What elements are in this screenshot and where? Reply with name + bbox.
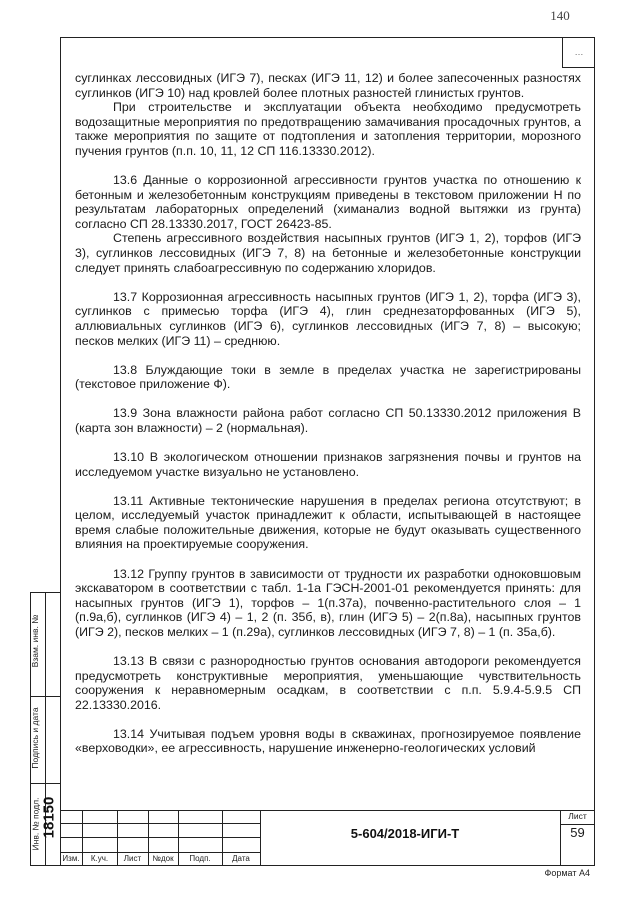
header-data: Дата — [232, 854, 250, 863]
header-izm: Изм. — [62, 854, 80, 863]
sheet-number: 59 — [570, 825, 585, 840]
page-number: 140 — [550, 8, 570, 23]
header-podp: Подп. — [189, 854, 211, 863]
format-label: Формат А4 — [544, 868, 590, 878]
paragraph-p3: 13.6 Данные о коррозионной агрессивности грунтов участка по отношению к бетонным и железобетонным конструкциям приведены в текстовом приложении Н по результатам лабораторных определений (химанализ водной вытяжки из грунта) согласно СП 28.13330.2017, ГОСТ 26423-85. — [75, 173, 581, 231]
paragraph-p7: 13.9 Зона влажности района работ согласно СП 50.13330.2012 приложения В (карта зон влажности) – 2 (нормальная). — [75, 406, 581, 435]
paragraph-gap — [75, 348, 581, 363]
paragraph-p2: При строительстве и эксплуатации объекта необходимо предусмотреть водозащитные мероприятия по предотвращению замачивания просадочных грунтов, а также мероприятия по защите от подтопления и затопления территории, морозного пучения грунтов (п.п. 10, 11, 12 СП 116.13330.2012). — [75, 100, 581, 158]
inv-number: 18150 — [40, 796, 58, 839]
paragraph-p5: 13.7 Коррозионная агрессивность насыпных грунтов (ИГЭ 1, 2), торфа (ИГЭ 3), суглинков с примесью торфа (ИГЭ 4), глин среднезаторфованных (ИГЭ 5), аллювиальных суглинков (ИГЭ 6), суглинков лессовидных (ИГЭ 7, 8) – высокую; песков мелких (ИГЭ 11) – среднюю. — [75, 289, 581, 348]
header-list: Лист — [123, 854, 142, 863]
document-text — [75, 71, 581, 756]
side-stamp — [30, 592, 60, 866]
header-kuch: К.уч. — [90, 854, 109, 863]
paragraph-gap — [75, 712, 581, 727]
sheet-caption: Лист — [568, 811, 587, 821]
paragraph-p11: 13.13 В связи с разнородностью грунтов основания автодороги рекомендуется предусмотреть конструктивные мероприятия, уменьшающие чувствительность сооружения к неравномерным осадкам, в соответствии с п.п. 5.9.4-5.9.5 СП 22.13330.2016. — [75, 654, 581, 712]
paragraph-p12: 13.14 Учитывая подъем уровня воды в скважинах, прогнозируемое появление «верховодки», ее агрессивность, нарушение инженерно-геологических условий — [75, 726, 581, 756]
paragraph-p8: 13.10 В экологическом отношении признаков загрязнения почвы и грунтов на исследуемом участке визуально не установлено. — [75, 449, 581, 479]
paragraph-p4: Степень агрессивного воздействия насыпных грунтов (ИГЭ 1, 2), торфов (ИГЭ 3), суглинков лессовидных (ИГЭ 7, 8) на бетонные и железобетонные конструкции следует принять слабоагрессивную по содержанию хлоридов. — [75, 231, 581, 275]
header-ndok: №док — [152, 854, 174, 863]
paragraph-gap — [75, 275, 581, 290]
paragraph-gap — [75, 392, 581, 407]
paragraph-p6: 13.8 Блуждающие токи в земле в пределах участка не зарегистрированы (текстовое приложение Ф). — [75, 362, 581, 392]
paragraph-gap — [75, 435, 581, 450]
paragraph-p10: 13.12 Группу грунтов в зависимости от трудности их разработки одноковшовым экскаватором в соответствии с табл. 1-1а ГЭСН-2001-01 рекомендуется принять: для насыпных грунтов (ИГЭ 1), торфов – 1(п.37а), почвенно-растительного слоя – 1 (п.9а,б), суглинков (ИГЭ 4) – 1, 2 (п. 35б, в), глин (ИГЭ 5) – 2(п.8а), насыпных грунтов (ИГЭ 2), песков мелких – 1 (п.29а), суглинков лессовидных (ИГЭ 7, 8) – 1 (п. 35а,б). — [75, 566, 581, 639]
paragraph-gap — [75, 640, 581, 655]
paragraph-p1: суглинках лессовидных (ИГЭ 7), песках (ИГЭ 11, 12) и более запесоченных разностях суглинков (ИГЭ 10) над кровлей более плотных разностей глинистых грунтов. — [75, 71, 581, 100]
paragraph-p9: 13.11 Активные тектонические нарушения в пределах региона отсутствуют; в целом, исследуемый участок принадлежит к области, испытывающей в настоящее время слабые положительные движения, которые не будут оказывать существенного влияния на проектируемые сооружения. — [75, 493, 581, 552]
paragraph-gap — [75, 159, 581, 174]
paragraph-gap — [75, 552, 581, 567]
title-block — [60, 810, 595, 866]
vzam-label: Взам. инв. № — [30, 614, 40, 668]
document-code: 5-604/2018-ИГИ-Т — [350, 826, 460, 841]
paragraph-gap — [75, 479, 581, 494]
podpis-label: Подпись и дата — [30, 707, 40, 769]
inv-podl-label: Инв. № подл. — [30, 797, 41, 851]
corner-stamp: … — [562, 37, 595, 68]
